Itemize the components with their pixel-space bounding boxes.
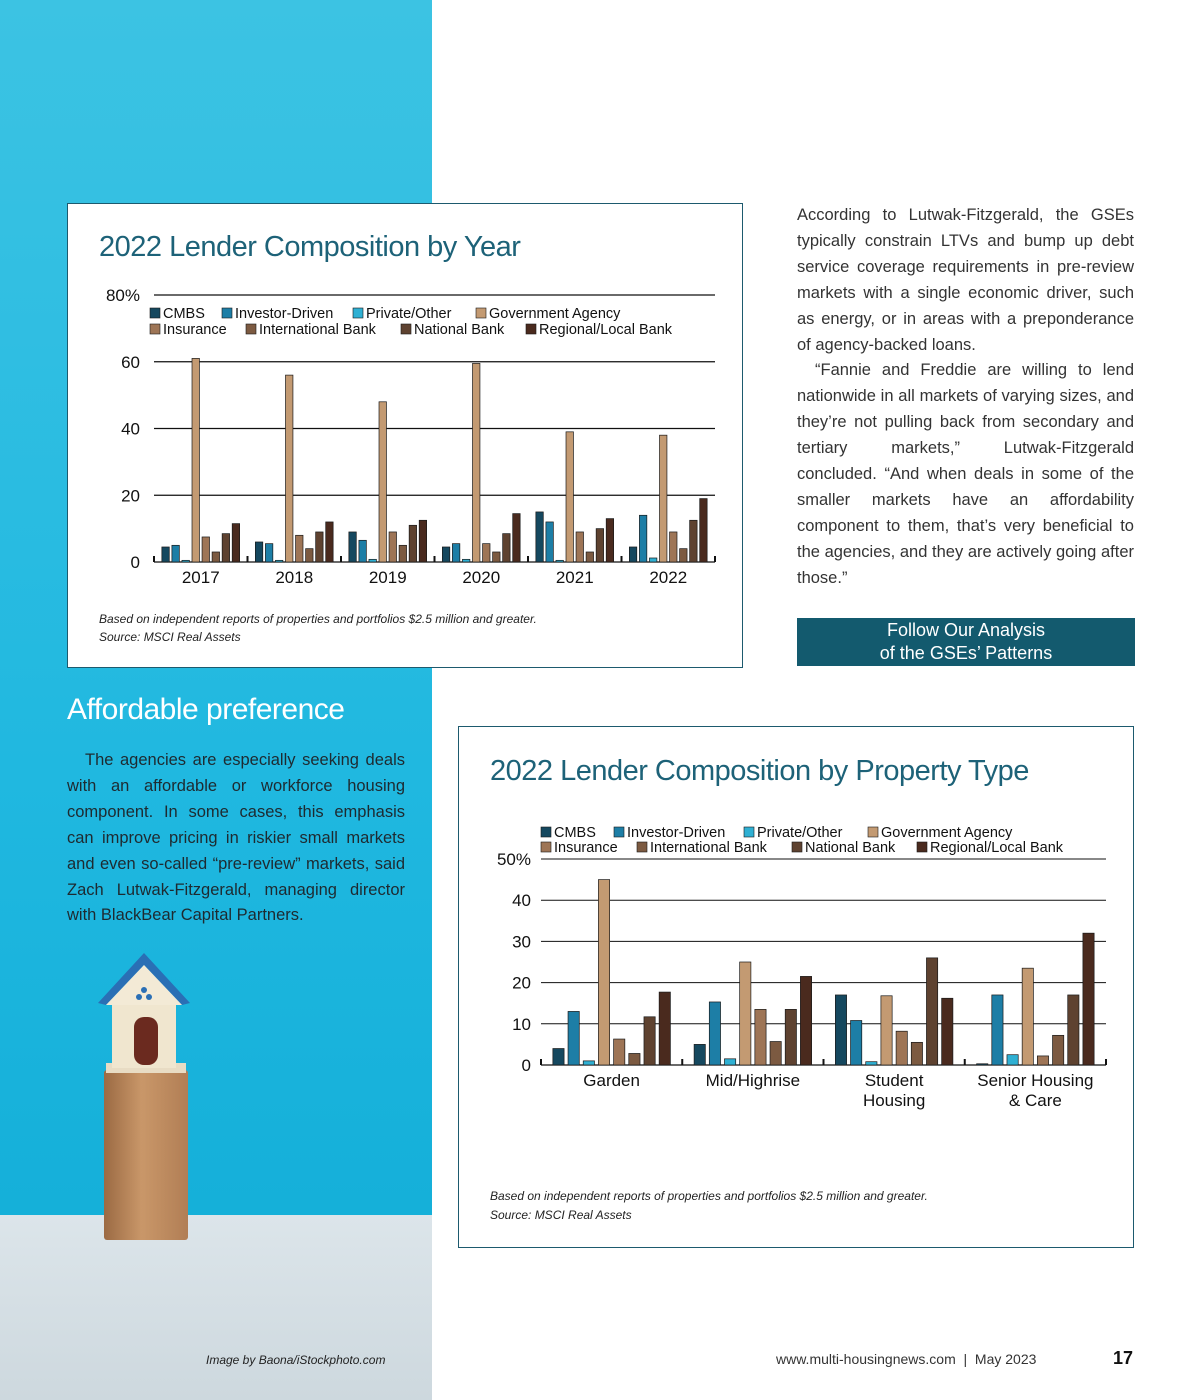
bar <box>349 532 356 562</box>
bar <box>629 1053 640 1065</box>
bar <box>483 544 490 562</box>
legend-swatch <box>637 842 647 852</box>
y-tick-label: 50% <box>496 850 531 869</box>
bar <box>553 1049 564 1065</box>
legend-swatch <box>353 308 363 318</box>
bar <box>399 545 406 562</box>
x-category-label: 2019 <box>368 568 407 587</box>
paragraph: The agencies are especially seeking deals with an affordable or workforce housing component. In some cases, this emphasis can improve pricing in riskier small markets and even so-called “pre-review” markets, said Zach Lutwak-Fitzgerald, managing director with BlackBear Capital Partners. <box>67 751 405 925</box>
bar <box>162 547 169 562</box>
legend-swatch <box>917 842 927 852</box>
y-tick-label: 30 <box>512 932 531 952</box>
bar <box>182 560 189 562</box>
bar <box>596 529 603 562</box>
legend-swatch <box>150 324 160 334</box>
article-text-right <box>797 203 1134 592</box>
y-tick-label: 20 <box>121 486 140 506</box>
legend-label: International Bank <box>650 840 767 856</box>
y-tick-label: 0 <box>130 553 140 572</box>
x-category-label: Student <box>864 1071 924 1090</box>
bar <box>409 525 416 562</box>
y-tick-label: 60 <box>121 352 140 372</box>
chart-footnote: Based on independent reports of properties and portfolios $2.5 million and greater. <box>490 1189 928 1203</box>
x-category-label: 2022 <box>649 568 688 587</box>
bar <box>296 535 303 562</box>
chart-lender-by-property-type <box>458 726 1134 1248</box>
legend-label: Regional/Local Bank <box>539 322 673 338</box>
bar <box>911 1042 922 1065</box>
x-category-label: 2020 <box>462 568 501 587</box>
chart-plot <box>459 812 1133 1182</box>
bar <box>1022 968 1033 1065</box>
legend-swatch <box>246 324 256 334</box>
cta-line: Follow Our Analysis <box>886 620 1046 640</box>
chart-title: 2022 Lender Composition by Year <box>99 231 521 263</box>
bar <box>212 552 219 562</box>
chart-title: 2022 Lender Composition by Property Type <box>490 755 1029 787</box>
legend-label: Insurance <box>554 840 618 856</box>
bar <box>680 549 687 562</box>
x-category-label: Garden <box>583 1071 640 1090</box>
bar <box>275 560 282 562</box>
bar <box>1037 1056 1048 1065</box>
bar <box>851 1021 862 1065</box>
paragraph: “Fannie and Freddie are willing to lend nationwide in all markets of varying sizes, and they’re not pulling back from secondary and tertiary markets,” Lutwak-Fitzgerald concluded. “And when deals in some of the smaller markets have an affordability component to them, that’s very beneficial to the agencies, and they are actively going after those.” <box>797 361 1134 587</box>
bar <box>606 519 613 562</box>
bar <box>977 1064 988 1065</box>
chart-source: Source: MSCI Real Assets <box>99 630 241 644</box>
legend-swatch <box>868 827 878 837</box>
legend-label: Government Agency <box>881 825 1013 841</box>
legend-label: Investor-Driven <box>627 825 726 841</box>
legend-label: Regional/Local Bank <box>930 840 1064 856</box>
house-on-block-photo <box>90 945 200 1245</box>
page-number: 17 <box>1113 1348 1134 1368</box>
background-table-surface <box>0 1215 432 1400</box>
cta-line: of the GSEs’ Patterns <box>879 643 1053 663</box>
bar <box>222 534 229 562</box>
legend-swatch <box>614 827 624 837</box>
bar <box>659 992 670 1065</box>
x-category-label: Housing <box>862 1091 926 1110</box>
bar <box>835 995 846 1065</box>
legend-swatch <box>150 308 160 318</box>
bar <box>644 1017 655 1065</box>
x-category-label: 2021 <box>555 568 594 587</box>
bar <box>926 958 937 1065</box>
bar <box>379 402 386 562</box>
chart-source: Source: MSCI Real Assets <box>490 1208 632 1222</box>
legend-label: National Bank <box>805 840 896 856</box>
bar <box>724 1059 735 1065</box>
bar <box>419 520 426 562</box>
bar <box>992 995 1003 1065</box>
bar <box>709 1002 720 1065</box>
bar <box>881 996 892 1065</box>
legend-swatch <box>401 324 411 334</box>
bar <box>369 559 376 562</box>
legend-swatch <box>541 827 551 837</box>
x-category-label: & Care <box>1008 1091 1062 1110</box>
bar <box>265 544 272 562</box>
bar <box>896 1031 907 1065</box>
bar <box>660 435 667 562</box>
bar <box>255 542 262 562</box>
legend-swatch <box>792 842 802 852</box>
bar <box>568 1011 579 1065</box>
bar <box>1007 1055 1018 1065</box>
bar <box>755 1009 766 1065</box>
legend-swatch <box>222 308 232 318</box>
bar <box>566 432 573 562</box>
bar <box>462 559 469 562</box>
bar <box>442 547 449 562</box>
bar <box>800 976 811 1065</box>
x-category-label: Mid/Highrise <box>705 1071 801 1090</box>
article-text-left <box>67 748 405 929</box>
legend-label: CMBS <box>554 825 596 841</box>
bar <box>866 1062 877 1065</box>
bar <box>286 375 293 562</box>
bar <box>172 545 179 562</box>
legend-label: Insurance <box>163 322 227 338</box>
bar <box>700 499 707 562</box>
bar <box>192 358 199 562</box>
bar <box>576 532 583 562</box>
bar <box>546 522 553 562</box>
follow-analysis-button[interactable] <box>797 618 1135 666</box>
bar <box>306 549 313 562</box>
y-tick-label: 80% <box>105 286 140 305</box>
legend-label: CMBS <box>163 306 205 322</box>
y-tick-label: 20 <box>512 973 531 993</box>
chart-lender-by-year <box>67 203 743 668</box>
bar <box>694 1044 705 1065</box>
bar <box>614 1039 625 1065</box>
bar <box>513 514 520 562</box>
bar <box>785 1009 796 1065</box>
legend-label: Government Agency <box>489 306 621 322</box>
legend-label: Private/Other <box>757 825 843 841</box>
legend-swatch <box>744 827 754 837</box>
bar <box>536 512 543 562</box>
x-category-label: 2018 <box>275 568 314 587</box>
bar <box>586 552 593 562</box>
legend-swatch <box>476 308 486 318</box>
y-tick-label: 40 <box>512 891 531 911</box>
bar <box>389 532 396 562</box>
bar <box>598 880 609 1065</box>
legend-label: Investor-Driven <box>235 306 334 322</box>
legend-label: International Bank <box>259 322 376 338</box>
x-category-label: 2017 <box>181 568 220 587</box>
bar <box>649 558 656 562</box>
bar <box>942 998 953 1065</box>
photo-credit: Image by Baona/iStockphoto.com <box>206 1353 386 1367</box>
bar <box>639 515 646 562</box>
x-category-label: Senior Housing <box>977 1071 1094 1090</box>
bar <box>326 522 333 562</box>
bar <box>583 1061 594 1065</box>
bar <box>316 532 323 562</box>
bar <box>1083 933 1094 1065</box>
footer-url[interactable]: www.multi-housingnews.com | May 2023 <box>776 1351 1037 1367</box>
y-tick-label: 10 <box>512 1014 531 1034</box>
bar <box>452 544 459 562</box>
chart-footnote: Based on independent reports of properties and portfolios $2.5 million and greater. <box>99 612 537 626</box>
legend-label: Private/Other <box>366 306 452 322</box>
legend-swatch <box>541 842 551 852</box>
bar <box>232 524 239 562</box>
bar <box>1053 1035 1064 1065</box>
bar <box>359 540 366 562</box>
legend-label: National Bank <box>414 322 505 338</box>
bar <box>493 552 500 562</box>
section-heading: Affordable preference <box>67 693 345 726</box>
bar <box>770 1042 781 1065</box>
y-tick-label: 40 <box>121 419 140 439</box>
bar <box>629 547 636 562</box>
bar <box>473 363 480 562</box>
bar <box>690 520 697 562</box>
y-tick-label: 0 <box>521 1056 531 1075</box>
bar <box>556 560 563 562</box>
bar <box>740 962 751 1065</box>
bar <box>202 537 209 562</box>
bar <box>1068 995 1079 1065</box>
bar <box>503 534 510 562</box>
bar <box>670 532 677 562</box>
legend-swatch <box>526 324 536 334</box>
paragraph: According to Lutwak-Fitzgerald, the GSEs typically constrain LTVs and bump up debt service coverage requirements in pre-review markets with a single economic driver, such as energy, or in areas with a preponderance of agency-backed loans. <box>797 206 1134 354</box>
